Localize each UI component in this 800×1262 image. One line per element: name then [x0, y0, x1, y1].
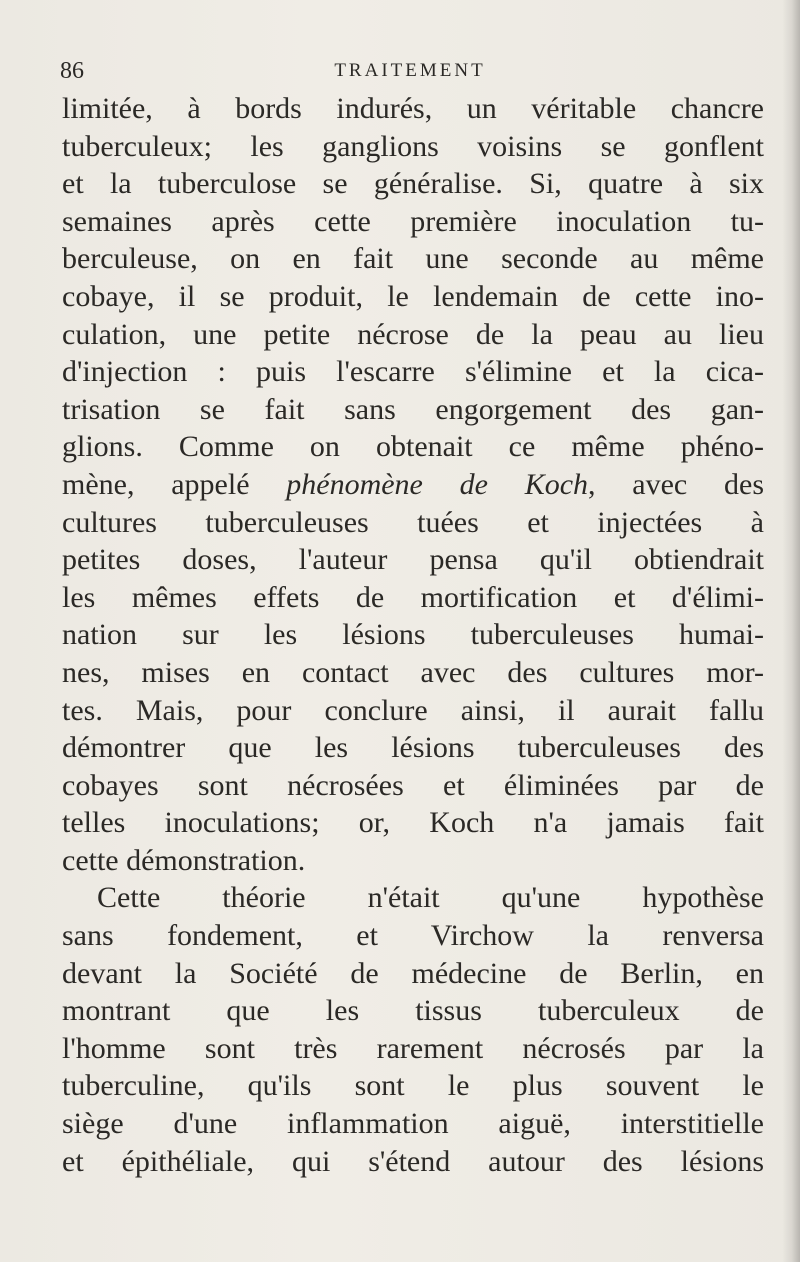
body-text	[62, 90, 764, 1180]
text-line: et la tuberculose se généralise. Si, quatre à six	[62, 167, 764, 201]
text-line-with-italic	[62, 466, 764, 504]
text-line: nes, mises en contact avec des cultures mor-	[62, 655, 764, 689]
page-number: 86	[60, 58, 84, 84]
text-line-paragraph-start: Cette théorie n'était qu'une hypothèse	[97, 881, 764, 915]
text-line: tuberculeux; les ganglions voisins se gonflent	[62, 129, 764, 163]
text-line: nation sur les lésions tuberculeuses humai-	[62, 618, 764, 652]
text-line: sans fondement, et Virchow la renversa	[62, 919, 764, 953]
text-line: berculeuse, on en fait une seconde au même	[62, 242, 764, 276]
text-line-paragraph-end: cette démonstration.	[62, 843, 306, 877]
text-line: cultures tuberculeuses tuées et injectées à	[62, 505, 764, 539]
text-line: l'homme sont très rarement nécrosés par la	[62, 1031, 764, 1065]
text-line: démontrer que les lésions tuberculeuses des	[62, 731, 764, 765]
text-line: culation, une petite nécrose de la peau au lieu	[62, 317, 764, 351]
running-head: TRAITEMENT	[334, 60, 486, 81]
page-edge-shadow	[782, 0, 800, 1262]
text-line: cobayes sont nécrosées et éliminées par de	[62, 768, 764, 802]
text-line: d'injection : puis l'escarre s'élimine et la cica-	[62, 355, 764, 389]
text-line: siège d'une inflammation aiguë, interstitielle	[62, 1107, 764, 1141]
text-line: telles inoculations; or, Koch n'a jamais fait	[62, 806, 764, 840]
text-line: cobaye, il se produit, le lendemain de cette ino-	[62, 279, 764, 313]
text-line: montrant que les tissus tuberculeux de	[62, 994, 764, 1028]
text-line: limitée, à bords indurés, un véritable chancre	[62, 92, 764, 125]
text-line: devant la Société de médecine de Berlin, en	[62, 956, 764, 990]
text-line: trisation se fait sans engorgement des gan-	[62, 392, 764, 426]
text-segment: mène, appelé	[62, 467, 287, 501]
text-line: petites doses, l'auteur pensa qu'il obtiendrait	[62, 543, 764, 577]
italic-term: phénomène de Koch	[286, 467, 589, 501]
text-line: semaines après cette première inoculation tu-	[62, 204, 764, 238]
text-segment: , avec des	[588, 467, 764, 501]
text-line: glions. Comme on obtenait ce même phéno-	[62, 430, 764, 464]
text-line: et épithéliale, qui s'étend autour des lésions	[62, 1144, 764, 1178]
text-line: les mêmes effets de mortification et d'élimi-	[62, 580, 764, 614]
text-line: tes. Mais, pour conclure ainsi, il aurait fallu	[62, 693, 764, 727]
text-line: tuberculine, qu'ils sont le plus souvent le	[62, 1069, 764, 1103]
